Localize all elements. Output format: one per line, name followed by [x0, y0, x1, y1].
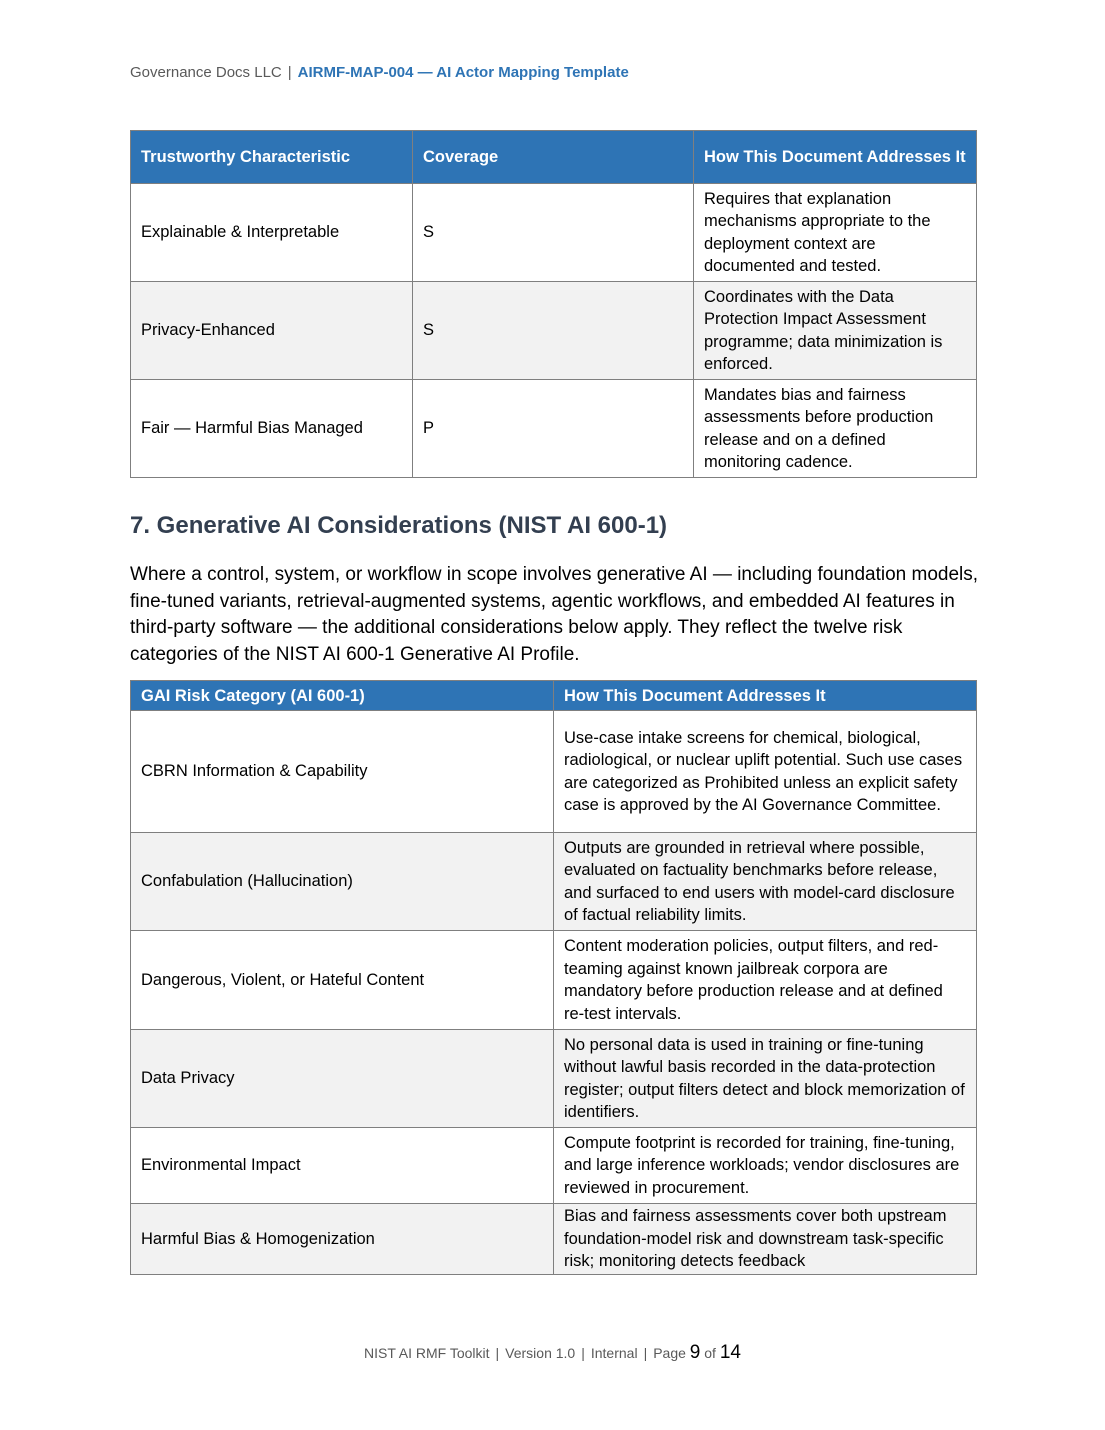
gai-risk-table [130, 680, 977, 1275]
table-row [131, 184, 977, 282]
of-label: of [704, 1345, 716, 1361]
section-intro-paragraph: Where a control, system, or workflow in scope involves generative AI — including foundation models, fine-tuned variants, retrieval-augmented systems, agentic workflows, and embedded AI features in third-party software — the additional considerations below apply. They reflect the twelve risk categories of the NIST AI 600-1 Generative AI Profile. [130, 564, 979, 665]
page-label: Page [653, 1345, 686, 1361]
category-cell: Confabulation (Hallucination) [131, 833, 554, 931]
column-header-how: How This Document Addresses It [694, 131, 977, 184]
column-header-coverage: Coverage [413, 131, 694, 184]
category-cell: CBRN Information & Capability [131, 711, 554, 833]
how-cell: No personal data is used in training or fine-tuning without lawful basis recorded in the data-protection register; output filters detect and block memorization of identifiers. [554, 1030, 977, 1128]
category-cell: Data Privacy [131, 1030, 554, 1128]
footer-separator: | [581, 1345, 585, 1361]
table-row [131, 1128, 977, 1204]
footer-separator: | [495, 1345, 500, 1361]
column-header-how: How This Document Addresses It [554, 681, 977, 711]
how-cell: Coordinates with the Data Protection Impact Assessment programme; data minimization is enforced. [694, 282, 977, 380]
category-cell: Dangerous, Violent, or Hateful Content [131, 931, 554, 1030]
how-cell: Use-case intake screens for chemical, biological, radiological, or nuclear uplift potential. Such use cases are categorized as Prohibited unless an explicit safety case is approved by the AI Governance Committee. [554, 711, 977, 833]
how-cell: Outputs are grounded in retrieval where possible, evaluated on factuality benchmarks before release, and surfaced to end users with model-card disclosure of factual reliability limits. [554, 833, 977, 931]
table-header-row [131, 681, 977, 711]
how-cell: Content moderation policies, output filters, and red-teaming against known jailbreak corpora are mandatory before production release and at defined re-test intervals. [554, 931, 977, 1030]
page-number: 9 [689, 1342, 701, 1363]
coverage-cell: S [413, 184, 694, 282]
table-row [131, 931, 977, 1030]
header-separator: | [287, 64, 292, 81]
how-cell: Mandates bias and fairness assessments before production release and on a defined monitoring cadence. [694, 380, 977, 478]
trustworthy-characteristics-table [130, 130, 977, 478]
how-cell: Requires that explanation mechanisms appropriate to the deployment context are documented and tested. [694, 184, 977, 282]
characteristic-cell: Explainable & Interpretable [131, 184, 413, 282]
table-row [131, 282, 977, 380]
table-row [131, 380, 977, 478]
footer-toolkit: NIST AI RMF Toolkit [364, 1345, 490, 1361]
table-row [131, 711, 977, 833]
footer-separator: | [643, 1345, 648, 1361]
column-header-category: GAI Risk Category (AI 600-1) [131, 681, 554, 711]
page-footer [0, 1342, 1105, 1364]
footer-classification: Internal [590, 1345, 638, 1361]
characteristic-cell: Fair — Harmful Bias Managed [131, 380, 413, 478]
characteristic-cell: Privacy-Enhanced [131, 282, 413, 380]
how-cell: Bias and fairness assessments cover both upstream foundation-model risk and downstream task-specific risk; monitoring detects feedback [554, 1204, 977, 1275]
coverage-cell: P [413, 380, 694, 478]
company-name: Governance Docs LLC [130, 64, 282, 81]
section-heading: 7. Generative AI Considerations (NIST AI 600-1) [130, 512, 668, 539]
table-header-row [131, 131, 977, 184]
page-total: 14 [719, 1342, 741, 1363]
table-row [131, 833, 977, 931]
column-header-characteristic: Trustworthy Characteristic [131, 131, 413, 184]
footer-version: Version 1.0 [505, 1345, 576, 1361]
category-cell: Harmful Bias & Homogenization [131, 1204, 554, 1275]
category-cell: Environmental Impact [131, 1128, 554, 1204]
table-row [131, 1030, 977, 1128]
how-cell: Compute footprint is recorded for training, fine-tuning, and large inference workloads; vendor disclosures are reviewed in procurement. [554, 1128, 977, 1204]
table-row [131, 1204, 977, 1275]
coverage-cell: S [413, 282, 694, 380]
page-header [130, 64, 629, 81]
document-title: AIRMF-MAP-004 — AI Actor Mapping Template [297, 64, 629, 81]
